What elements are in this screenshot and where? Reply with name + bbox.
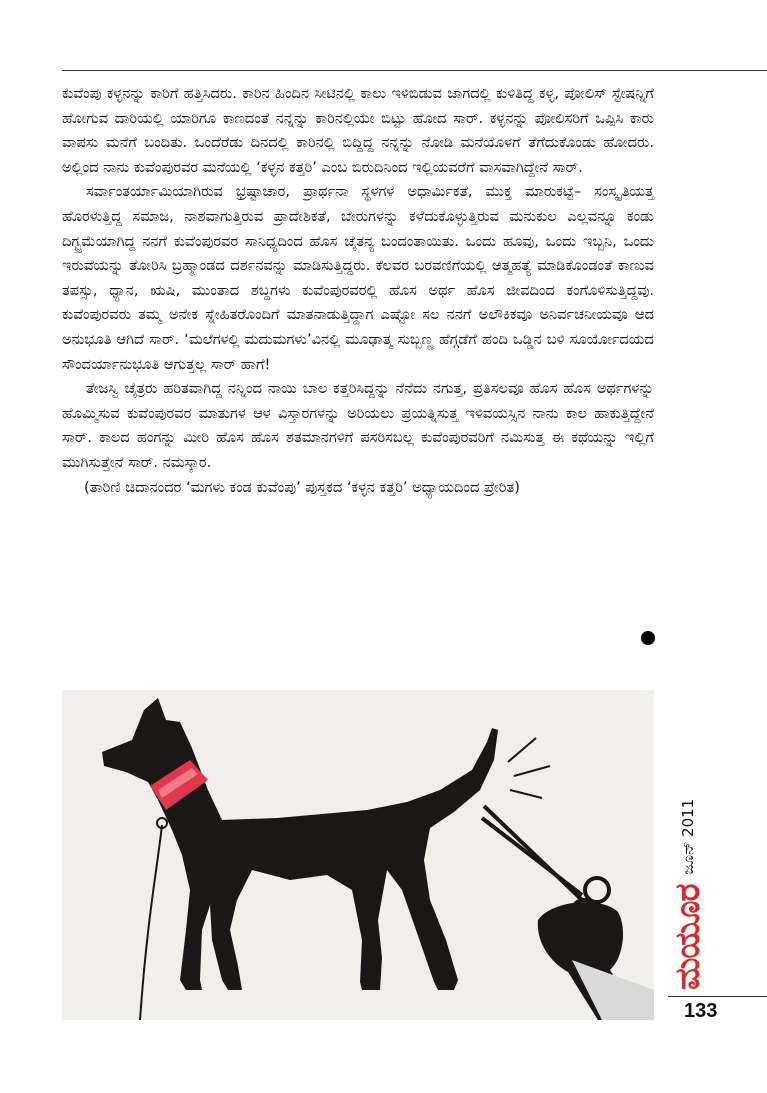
article-text <box>62 82 654 500</box>
top-rule <box>62 70 767 71</box>
magazine-masthead <box>668 790 718 990</box>
dog-illustration-svg <box>62 690 654 1020</box>
page-number: 133 <box>684 1000 718 1022</box>
page-number-rule <box>668 996 767 997</box>
dog-scissors-illustration <box>62 690 654 1020</box>
dog-silhouette <box>102 698 498 990</box>
paragraph-3: ತೇಜಸ್ವಿ ಚೈತ್ರರು ಹರಿತವಾಗಿದ್ದ ನನ್ನಿಂದ ನಾಯಿ ಬಾಲ ಕತ್ತರಿಸಿದ್ದನ್ನು ನೆನೆದು ನಗುತ್ತ, ಪ್ರತಿಸಲವೂ ಹೊಸ ಹೊಸ ಅರ್ಥಗಳನ್ನು ಹೊಮ್ಮಿಸುವ ಕುವೆಂಪುರವರ ಮಾತುಗಳ ಆಳ ವಿಸ್ತಾರಗಳನ್ನು ಅರಿಯಲು ಪ್ರಯತ್ನಿಸುತ್ತ ಇಳಿವಯಸ್ಸಿನ ನಾನು ಕಾಲ ಹಾಕುತ್ತಿದ್ದೇನೆ ಸಾರ್. ಕಾಲದ ಹಂಗನ್ನು ಮೀರಿ ಹೊಸ ಹೊಸ ಶತಮಾನಗಳಿಗೆ ಪಸರಿಸಬಲ್ಲ ಕುವೆಂಪುರವರಿಗೆ ನಮಿಸುತ್ತ ಈ ಕಥೆಯನ್ನು ಇಲ್ಲಿಗೆ ಮುಗಿಸುತ್ತೇನೆ ಸಾರ್. ನಮಸ್ಕಾರ. <box>62 380 654 471</box>
magazine-logo: ಮಯೂರ <box>668 884 708 990</box>
end-of-article-dot <box>641 631 655 645</box>
snip-lines <box>508 738 550 798</box>
paragraph-1: ಕುವೆಂಪು ಕಳ್ಳನನ್ನು ಕಾರಿಗೆ ಹತ್ತಿಸಿದರು. ಕಾರಿನ ಹಿಂದಿನ ಸೀಟಿನಲ್ಲಿ ಕಾಲು ಇಳಿಬಿಡುವ ಜಾಗದಲ್ಲಿ ಕುಳಿತಿದ್ದ ಕಳ್ಳ, ಪೋಲಿಸ್ ಸ್ಟೇಷನ್ನಿಗೆ ಹೋಗುವ ದಾರಿಯಲ್ಲಿ ಯಾರಿಗೂ ಕಾಣದಂತೆ ನನ್ನನ್ನು ಕಾರಿನಲ್ಲಿಯೇ ಬಿಟ್ಟು ಹೋದ ಸಾರ್. ಕಳ್ಳನನ್ನು ಪೋಲಿಸರಿಗೆ ಒಪ್ಪಿಸಿ ಕಾರು ವಾಪಸು ಮನೆಗೆ ಬಂದಿತು. ಒಂದೆರೆಡು ದಿನದಲ್ಲಿ ಕಾರಿನಲ್ಲಿ ಬಿದ್ದಿದ್ದ ನನ್ನನ್ನು ನೋಡಿ ಮನೆಯೊಳಗೆ ತೆಗೆದುಕೊಂಡು ಹೋದರು. ಅಲ್ಲಿಂದ ನಾನು ಕುವೆಂಪುರವರ ಮನೆಯಲ್ಲಿ ‘ಕಳ್ಳನ ಕತ್ತರಿ’ ಎಂಬ ಬಿರುದಿನಿಂದ ಇಲ್ಲಿಯವರೆಗೆ ವಾಸವಾಗಿದ್ದೇನೆ ಸಾರ್. <box>62 85 654 176</box>
issue-date: ಜೂನ್ 2011 <box>679 798 697 875</box>
paragraph-2: ಸರ್ವಾಂತರ್ಯಾಮಿಯಾಗಿರುವ ಭ್ರಷ್ಟಾಚಾರ, ಪ್ರಾರ್ಥನಾ ಸ್ಥಳಗಳ ಅಧಾರ್ಮಿಕತೆ, ಮುಕ್ತ ಮಾರುಕಟ್ಟೆ– ಸಂಸ್ಕೃತಿಯತ್ತ ಹೊರಳುತ್ತಿದ್ದ ಸಮಾಜ, ನಾಶವಾಗುತ್ತಿರುವ ಪ್ರಾದೇಶಿಕತೆ, ಬೇರುಗಳನ್ನು ಕಳೆದುಕೊಳ್ಳುತ್ತಿರುವ ಮನುಕುಲ ಎಲ್ಲವನ್ನೂ ಕಂಡು ದಿಗ್ಭ್ರಮೆಯಾಗಿದ್ದ ನನಗೆ ಕುವೆಂಪುರವರ ಸಾನಿಧ್ಯದಿಂದ ಹೊಸ ಚೈತನ್ಯ ಬಂದಂತಾಯಿತು. ಒಂದು ಹೂವು, ಒಂದು ಇಬ್ಬನಿ, ಒಂದು ಇರುವೆಯನ್ನು ತೋರಿಸಿ ಬ್ರಹ್ಮಾಂಡದ ದರ್ಶನವನ್ನು ಮಾಡಿಸುತ್ತಿದ್ದರು. ಕೆಲವರ ಬರವಣಿಗೆಯಲ್ಲಿ ಆತ್ಮಹತ್ಯೆ ಮಾಡಿಕೊಂಡಂತೆ ಕಾಣುವ ತಪಸ್ಸು, ಧ್ಯಾನ, ಋಷಿ, ಮುಂತಾದ ಶಬ್ದಗಳು ಕುವೆಂಪುರವರಲ್ಲಿ ಹೊಸ ಅರ್ಥ ಹೊಸ ಜೀವದಿಂದ ಕಂಗೊಳಿಸುತ್ತಿದ್ದವು. ಕುವೆಂಪುರವರು ತಮ್ಮ ಅನೇಕ ಸ್ನೇಹಿತರೊಂದಿಗೆ ಮಾತನಾಡುತ್ತಿದ್ದಾಗ ಎಷ್ಟೋ ಸಲ ನನಗೆ ಅಲೌಕಿಕವೂ ಅನಿರ್ವಚನೀಯವೂ ಆದ ಅನುಭೂತಿ ಆಗಿದೆ ಸಾರ್. ‘ಮಲೆಗಳಲ್ಲಿ ಮದುಮಗಳು’ವಿನಲ್ಲಿ ಮೂಢಾತ್ಮ ಸುಬ್ಬಣ್ಣ ಹೆಗ್ಗಡೆಗೆ ಹಂದಿ ಒಡ್ಡಿನ ಬಳಿ ಸೂರ್ಯೋದಯದ ಸೌಂದರ್ಯಾನುಭೂತಿ ಆಗುತ್ತಲ್ಲ ಸಾರ್ ಹಾಗೆ! <box>62 183 654 373</box>
leash <box>140 825 162 1020</box>
source-credit: (ತಾರಿಣಿ ಚಿದಾನಂದರ ‘ಮಗಳು ಕಂಡ ಕುವೆಂಪು’ ಪುಸ್ತಕದ ‘ಕಳ್ಳನ ಕತ್ತರಿ’ ಅಧ್ಯಾಯದಿಂದ ಪ್ರೇರಿತ) <box>84 478 520 496</box>
